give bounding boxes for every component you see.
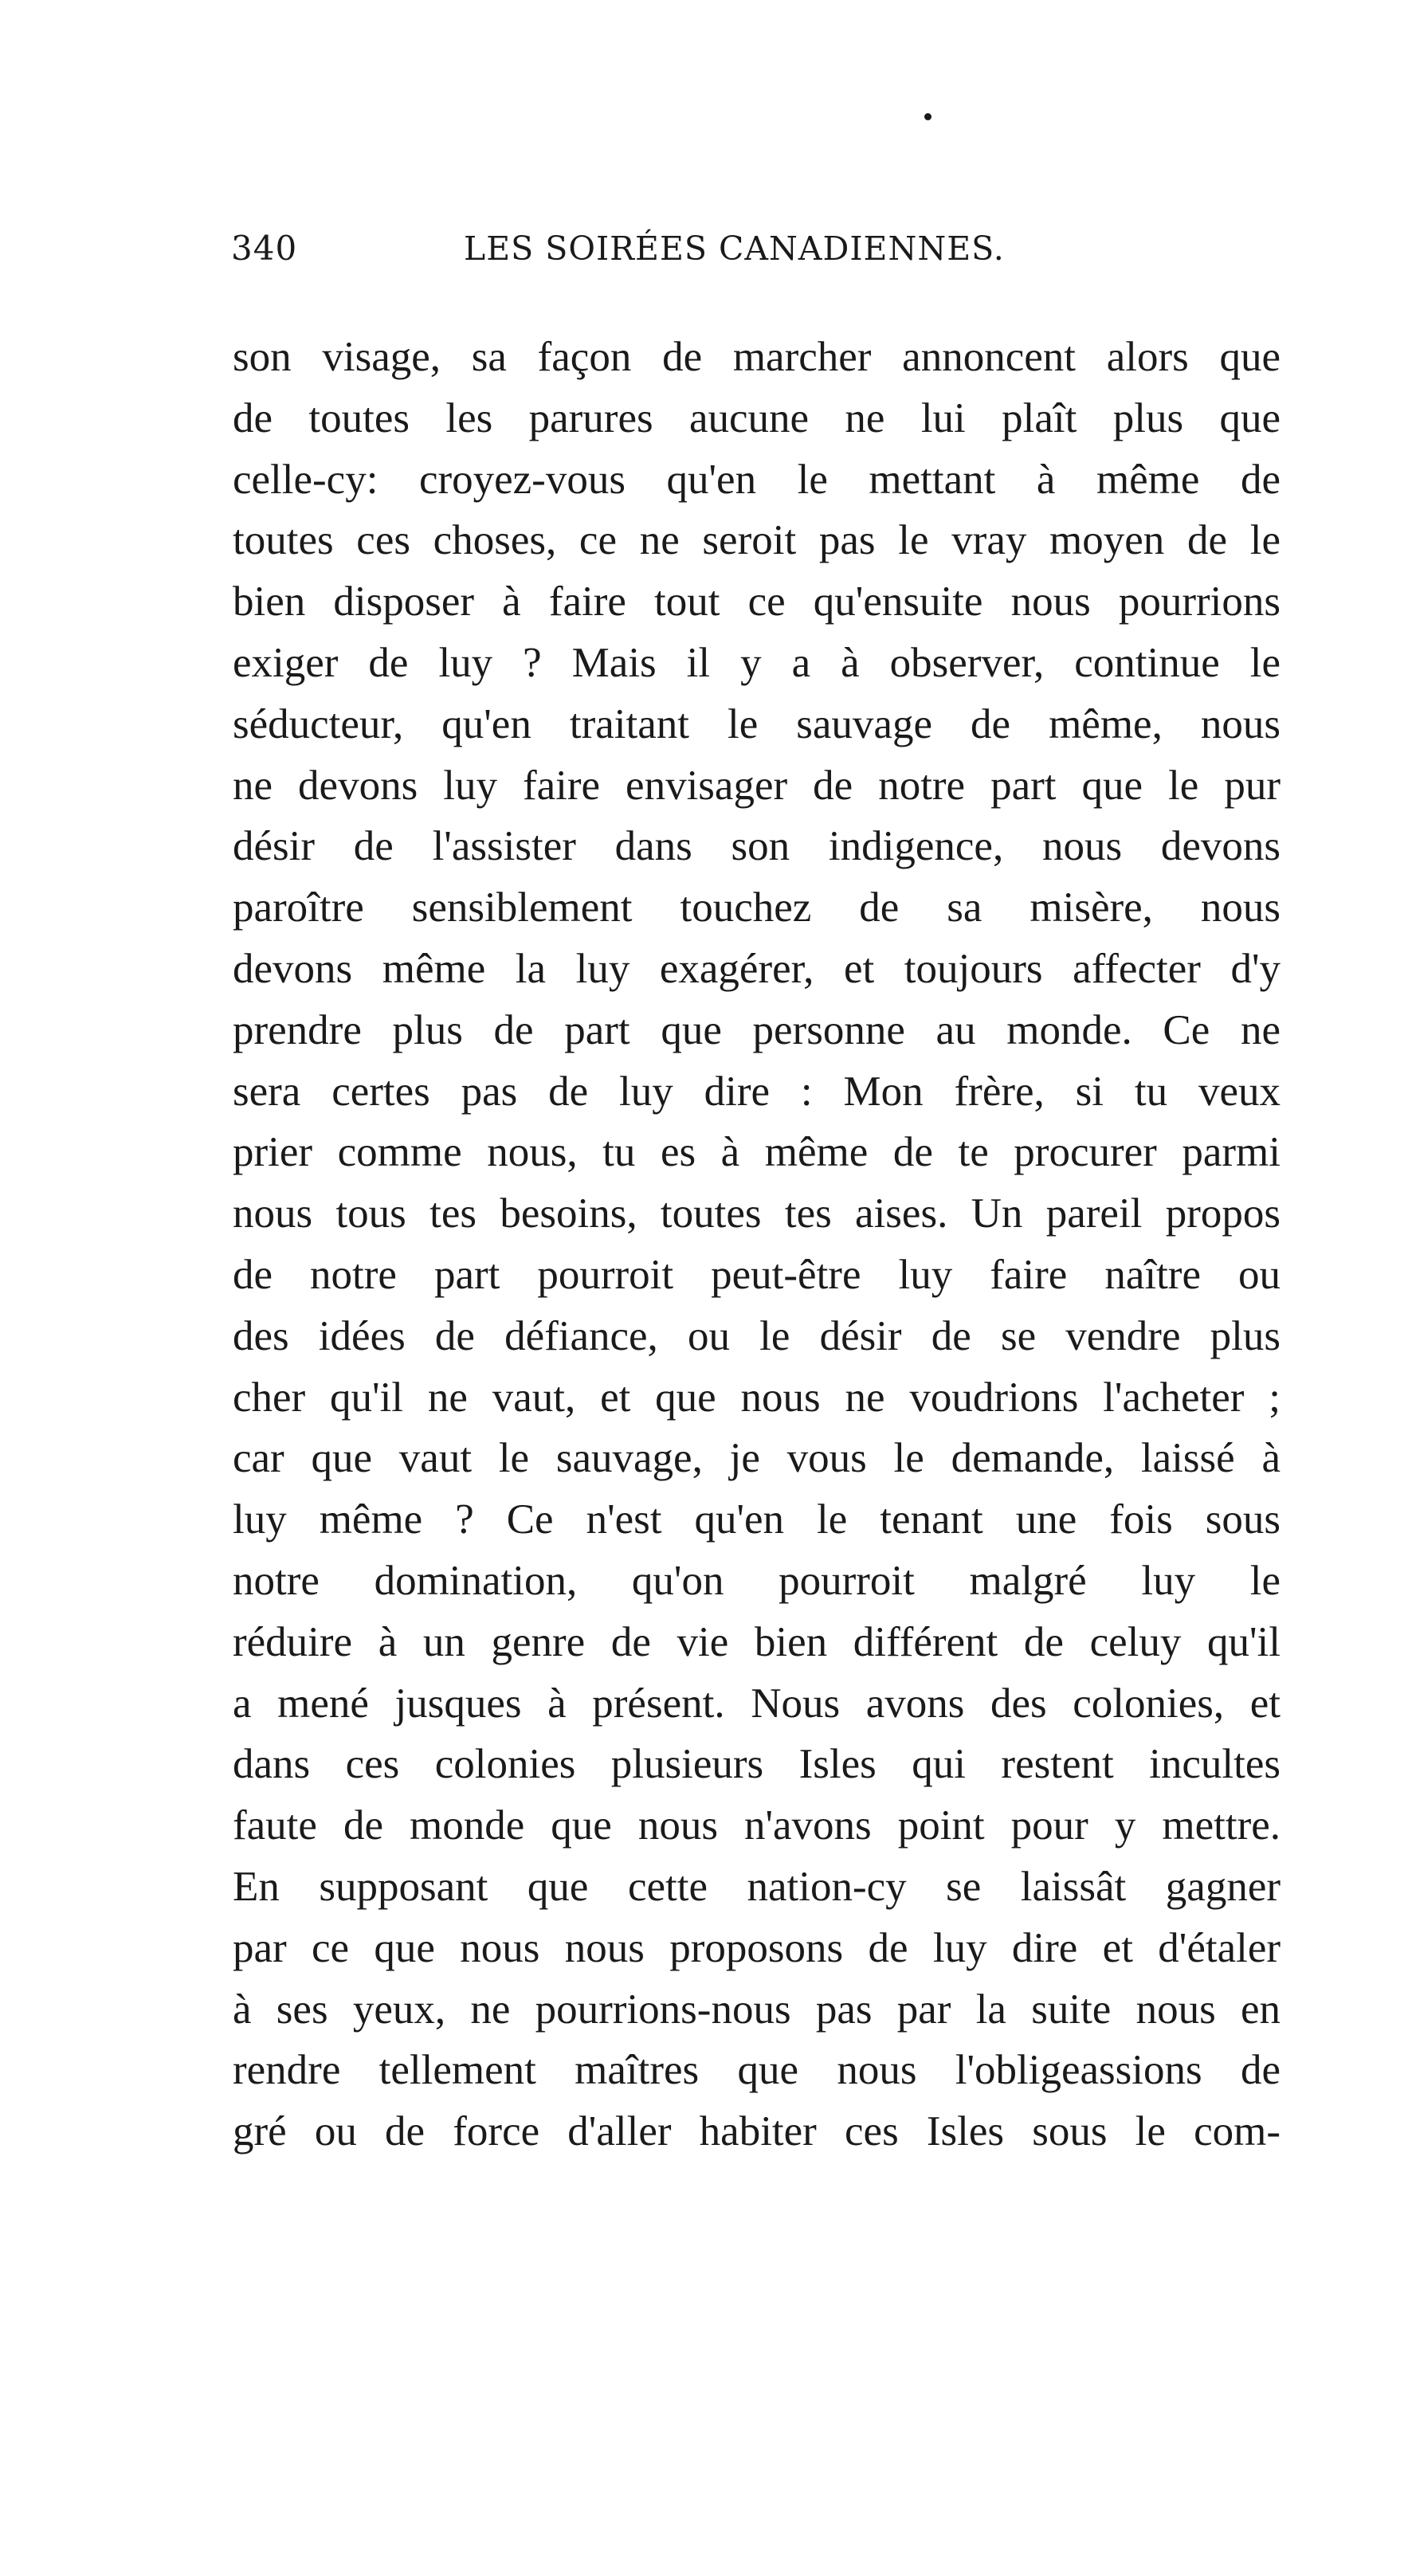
text-line: par ce que nous nous proposons de luy dire et d'étaler [233, 1924, 1281, 1971]
ink-dot [924, 113, 931, 120]
text-line: de toutes les parures aucune ne lui plaît plus que [233, 394, 1281, 441]
running-title: LES SOIRÉES CANADIENNES. [464, 229, 1005, 268]
running-head [231, 225, 1028, 272]
text-line: cher qu'il ne vaut, et que nous ne voudrions l'acheter ; [233, 1374, 1281, 1421]
text-line: celle-cy: croyez-vous qu'en le mettant à même de [233, 456, 1281, 503]
text-line: rendre tellement maîtres que nous l'obligeassions de [233, 2047, 1281, 2094]
text-line: notre domination, qu'on pourroit malgré luy le [233, 1557, 1281, 1604]
text-line: à ses yeux, ne pourrions-nous pas par la suite nous en [233, 1986, 1281, 2033]
text-line: faute de monde que nous n'avons point pour y mettre. [233, 1802, 1281, 1849]
text-line: En supposant que cette nation-cy se laissât gagner [233, 1863, 1281, 1910]
text-line: des idées de défiance, ou le désir de se vendre plus [233, 1312, 1281, 1359]
text-line: exiger de luy ? Mais il y a à observer, continue le [233, 639, 1281, 686]
text-line: nous tous tes besoins, toutes tes aises. Un pareil propos [233, 1190, 1281, 1237]
text-line: sera certes pas de luy dire : Mon frère, si tu veux [233, 1068, 1281, 1115]
text-line: séducteur, qu'en traitant le sauvage de même, nous [233, 700, 1281, 747]
text-line: dans ces colonies plusieurs Isles qui restent incultes [233, 1741, 1281, 1788]
text-line: devons même la luy exagérer, et toujours affecter d'y [233, 945, 1281, 992]
text-line: gré ou de force d'aller habiter ces Isles sous le com- [233, 2108, 1281, 2155]
text-line: prendre plus de part que personne au monde. Ce ne [233, 1006, 1281, 1053]
text-line: paroître sensiblement touchez de sa misère, nous [233, 884, 1281, 931]
text-line: luy même ? Ce n'est qu'en le tenant une fois sous [233, 1496, 1281, 1543]
text-line: bien disposer à faire tout ce qu'ensuite nous pourrions [233, 578, 1281, 625]
text-line: de notre part pourroit peut-être luy faire naître ou [233, 1251, 1281, 1298]
text-line: a mené jusques à présent. Nous avons des colonies, et [233, 1680, 1281, 1727]
text-line: prier comme nous, tu es à même de te procurer parmi [233, 1129, 1281, 1176]
text-line: toutes ces choses, ce ne seroit pas le vray moyen de le [233, 517, 1281, 564]
text-line: ne devons luy faire envisager de notre part que le pur [233, 762, 1281, 809]
text-line: car que vaut le sauvage, je vous le demande, laissé à [233, 1435, 1281, 1482]
text-line: son visage, sa façon de marcher annoncent alors que [233, 334, 1281, 380]
text-line: désir de l'assister dans son indigence, nous devons [233, 823, 1281, 870]
text-line: réduire à un genre de vie bien différent de celuy qu'il [233, 1618, 1281, 1665]
body-text [233, 327, 1281, 2162]
page-number: 340 [231, 229, 298, 268]
